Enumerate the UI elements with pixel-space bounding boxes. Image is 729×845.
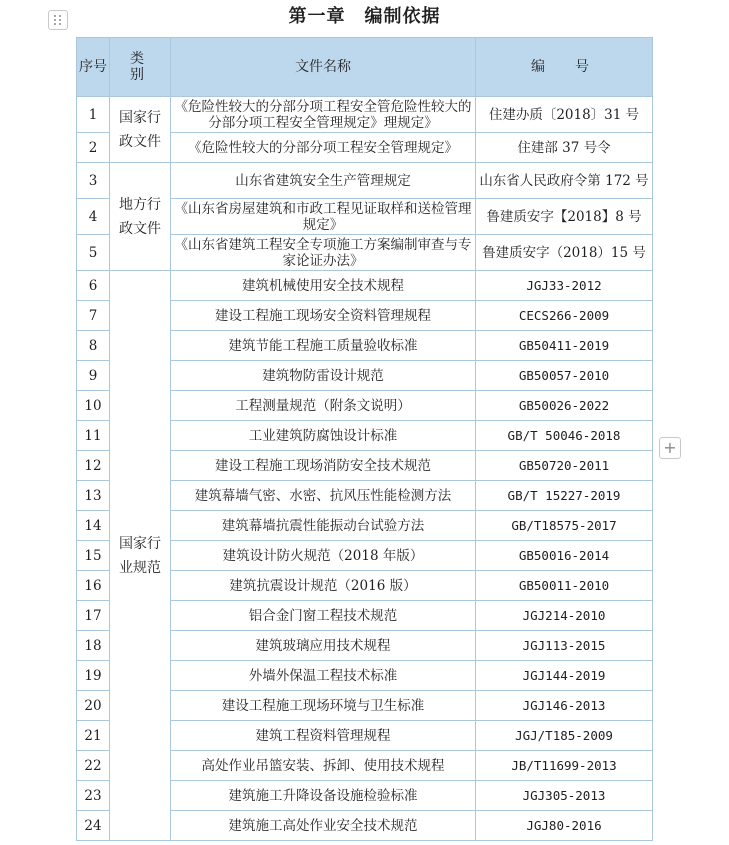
page-title: 第一章 编制依据: [288, 6, 441, 27]
table-row: [77, 271, 653, 301]
document-code[interactable]: GB50057-2010: [476, 361, 653, 391]
row-number[interactable]: 23: [77, 781, 110, 811]
document-name[interactable]: 建筑抗震设计规范（2016 版）: [171, 571, 476, 601]
document-code[interactable]: JGJ33-2012: [476, 271, 653, 301]
row-number[interactable]: 13: [77, 481, 110, 511]
document-code[interactable]: 住建办质〔2018〕31 号: [476, 97, 653, 133]
document-name[interactable]: 建筑施工升降设备设施检验标准: [171, 781, 476, 811]
document-code[interactable]: JGJ305-2013: [476, 781, 653, 811]
document-code[interactable]: 住建部 37 号令: [476, 133, 653, 163]
document-name[interactable]: 《危险性较大的分部分项工程安全管危险性较大的分部分项工程安全管理规定》理规定》: [171, 97, 476, 133]
document-code[interactable]: JB/T11699-2013: [476, 751, 653, 781]
row-number[interactable]: 5: [77, 235, 110, 271]
row-number[interactable]: 17: [77, 601, 110, 631]
header-name[interactable]: 文件名称: [171, 38, 476, 97]
table-row: [77, 97, 653, 133]
document-name[interactable]: 建筑工程资料管理规程: [171, 721, 476, 751]
row-number[interactable]: 2: [77, 133, 110, 163]
document-name[interactable]: 《危险性较大的分部分项工程安全管理规定》: [171, 133, 476, 163]
document-name[interactable]: 建筑施工高处作业安全技术规范: [171, 811, 476, 841]
row-number[interactable]: 4: [77, 199, 110, 235]
row-number[interactable]: 19: [77, 661, 110, 691]
document-code[interactable]: JGJ214-2010: [476, 601, 653, 631]
document-name[interactable]: 工业建筑防腐蚀设计标准: [171, 421, 476, 451]
document-code[interactable]: GB50720-2011: [476, 451, 653, 481]
document-code[interactable]: 鲁建质安字（2018）15 号: [476, 235, 653, 271]
document-code[interactable]: GB50411-2019: [476, 331, 653, 361]
document-name[interactable]: 《山东省房屋建筑和市政工程见证取样和送检管理规定》: [171, 199, 476, 235]
row-number[interactable]: 9: [77, 361, 110, 391]
document-name[interactable]: 建筑物防雷设计规范: [171, 361, 476, 391]
category-cell[interactable]: 国家行业规范: [110, 271, 171, 841]
basis-table: [76, 37, 653, 841]
document-name[interactable]: 建设工程施工现场消防安全技术规范: [171, 451, 476, 481]
document-code[interactable]: JGJ80-2016: [476, 811, 653, 841]
category-cell[interactable]: 地方行政文件: [110, 163, 171, 271]
table-header-row: [77, 38, 653, 97]
row-number[interactable]: 6: [77, 271, 110, 301]
document-code[interactable]: JGJ113-2015: [476, 631, 653, 661]
document-code[interactable]: JGJ/T185-2009: [476, 721, 653, 751]
document-code[interactable]: GB/T 50046-2018: [476, 421, 653, 451]
document-name[interactable]: 山东省建筑安全生产管理规定: [171, 163, 476, 199]
add-column-button[interactable]: +: [659, 437, 681, 459]
document-name[interactable]: 铝合金门窗工程技术规范: [171, 601, 476, 631]
document-name[interactable]: 工程测量规范（附条文说明）: [171, 391, 476, 421]
document-name[interactable]: 建筑玻璃应用技术规程: [171, 631, 476, 661]
document-code[interactable]: JGJ146-2013: [476, 691, 653, 721]
document-code[interactable]: JGJ144-2019: [476, 661, 653, 691]
document-name[interactable]: 建设工程施工现场安全资料管理规程: [171, 301, 476, 331]
document-code[interactable]: GB50016-2014: [476, 541, 653, 571]
row-number[interactable]: 18: [77, 631, 110, 661]
row-number[interactable]: 11: [77, 421, 110, 451]
document-code[interactable]: 鲁建质安字【2018】8 号: [476, 199, 653, 235]
row-number[interactable]: 1: [77, 97, 110, 133]
document-code[interactable]: 山东省人民政府令第 172 号: [476, 163, 653, 199]
row-number[interactable]: 3: [77, 163, 110, 199]
header-code[interactable]: 编 号: [476, 38, 653, 97]
document-name[interactable]: 建筑设计防火规范（2018 年版）: [171, 541, 476, 571]
document-name[interactable]: 建筑幕墙气密、水密、抗风压性能检测方法: [171, 481, 476, 511]
header-category[interactable]: 类 别: [110, 38, 171, 97]
document-name[interactable]: 建设工程施工现场环境与卫生标准: [171, 691, 476, 721]
document-name[interactable]: 建筑节能工程施工质量验收标准: [171, 331, 476, 361]
document-name[interactable]: 《山东省建筑工程安全专项施工方案编制审查与专家论证办法》: [171, 235, 476, 271]
row-number[interactable]: 22: [77, 751, 110, 781]
row-number[interactable]: 16: [77, 571, 110, 601]
row-number[interactable]: 15: [77, 541, 110, 571]
row-number[interactable]: 21: [77, 721, 110, 751]
document-name[interactable]: 高处作业吊篮安装、拆卸、使用技术规程: [171, 751, 476, 781]
row-number[interactable]: 7: [77, 301, 110, 331]
row-number[interactable]: 10: [77, 391, 110, 421]
document-code[interactable]: GB50026-2022: [476, 391, 653, 421]
document-name[interactable]: 建筑机械使用安全技术规程: [171, 271, 476, 301]
category-cell[interactable]: 国家行政文件: [110, 97, 171, 163]
document-code[interactable]: CECS266-2009: [476, 301, 653, 331]
row-number[interactable]: 14: [77, 511, 110, 541]
row-number[interactable]: 12: [77, 451, 110, 481]
table-row: [77, 163, 653, 199]
header-seq[interactable]: 序号: [77, 38, 110, 97]
document-name[interactable]: 外墙外保温工程技术标准: [171, 661, 476, 691]
document-code[interactable]: GB/T 15227-2019: [476, 481, 653, 511]
row-number[interactable]: 8: [77, 331, 110, 361]
document-code[interactable]: GB/T18575-2017: [476, 511, 653, 541]
document-code[interactable]: GB50011-2010: [476, 571, 653, 601]
row-number[interactable]: 20: [77, 691, 110, 721]
document-name[interactable]: 建筑幕墙抗震性能振动台试验方法: [171, 511, 476, 541]
row-number[interactable]: 24: [77, 811, 110, 841]
